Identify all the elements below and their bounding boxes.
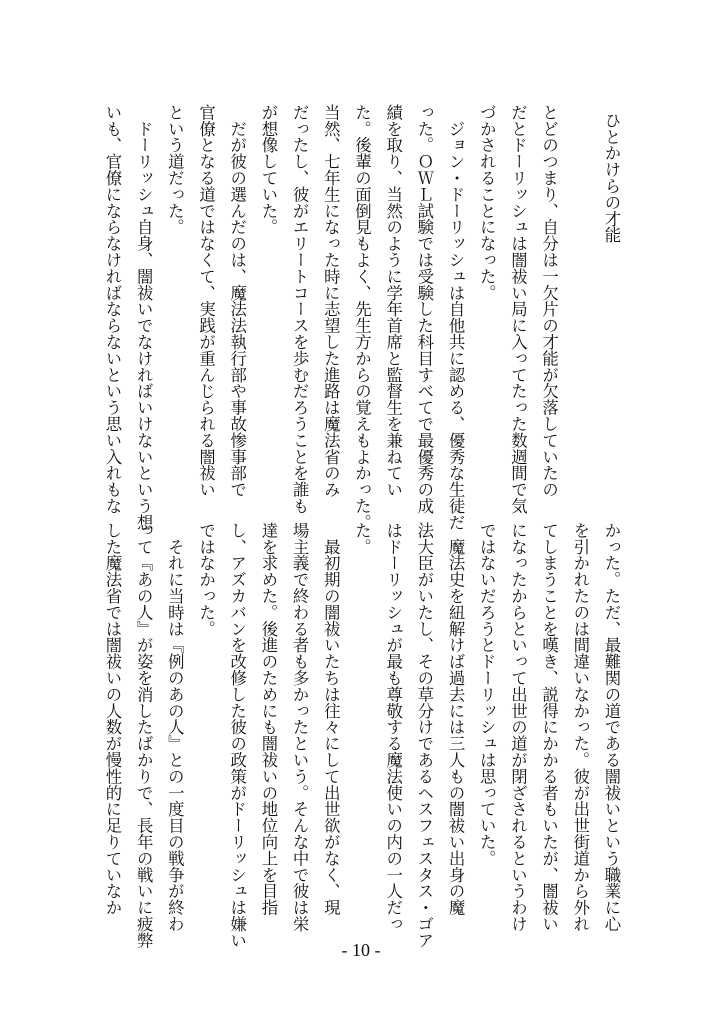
page-number: - 10 -	[341, 940, 381, 960]
text-column: した魔法省では闇祓いの人数が慢性的に足りていなか	[103, 522, 122, 916]
text-column: 魔法史を紐解けば過去には三人もの闇祓い出身の魔	[446, 522, 466, 916]
text-column: だとドーリッシュは闇祓い局に入ってたった数週間で気	[508, 104, 528, 514]
text-column: た。後輩の面倒見もよく、先生方からの覚えもよかった。	[352, 104, 372, 531]
text-column: 最初期の闇祓いたちは往々にして出世欲がなく、現	[321, 522, 341, 916]
text-column: 場主義で終わる者も多かったという。そんな中で彼は栄	[290, 522, 310, 932]
text-column: てしまうことを嘆き、説得にかかる者もいたが、闇祓い	[539, 522, 559, 932]
text-column: いも、官僚にならなければならないという思い入れもな	[103, 104, 122, 514]
text-column: た。	[352, 522, 372, 555]
text-column: ジョン・ドーリッシュは自他共に認める、優秀な生徒だ	[446, 104, 466, 531]
text-column: とどのつまり、自分は一欠片の才能が欠落していたの	[539, 104, 559, 498]
text-column: かった。ただ、最難関の道である闇祓いという職業に心	[602, 522, 621, 932]
text-column: という道だった。	[165, 104, 185, 236]
chapter-title: ひとかけらの才能	[602, 112, 621, 244]
text-column: った。ＯＷＬ試験では受験した科目すべてで最優秀の成	[414, 104, 434, 514]
text-column: 績を取り、当然のように学年首席と監督生を兼ねてい	[383, 104, 403, 498]
blank-column	[565, 104, 596, 516]
upper-text-block	[97, 104, 627, 531]
text-column: になったからといって出世の道が閉ざされるというわけ	[508, 522, 528, 932]
text-column: 法大臣がいたし、その草分けであるヘスフェスタス・ゴア	[414, 522, 434, 949]
text-column: が想像していた。	[258, 104, 278, 236]
text-column: 達を求めた。後進のためにも闇祓いの地位向上を目指	[258, 522, 278, 916]
text-column: はドーリッシュが最も尊敬する魔法使いの内の一人だっ	[383, 522, 403, 932]
text-column: づかされることになった。	[477, 104, 497, 301]
text-column: 当然、七年生になった時に志望した進路は魔法省のみ	[321, 104, 341, 498]
text-column: だったし、彼がエリートコースを歩むだろうことを誰も	[290, 104, 310, 514]
text-column: って『あの人』が姿を消したばかりで、長年の戦いに疲弊	[134, 522, 154, 949]
text-column: ではなかった。	[196, 522, 216, 637]
text-column: ドーリッシュ自身、闇祓いでなければいけないという想	[134, 104, 154, 531]
text-column: それに当時は『例のあの人』との一度目の戦争が終わ	[165, 522, 185, 932]
text-column: ではないだろうとドーリッシュは思っていた。	[477, 522, 497, 867]
text-column: し、アズカバンを改修した彼の政策がドーリッシュは嫌い	[227, 522, 247, 949]
text-column: を引かれたのは間違いなかった。彼が出世街道から外れ	[570, 522, 590, 932]
lower-text-block	[97, 522, 627, 949]
text-column: だが彼の選んだのは、魔法法執行部や事故惨事部で	[227, 104, 247, 498]
text-column: 官僚となる道ではなくて、実践が重んじられる闇祓い	[196, 104, 216, 498]
